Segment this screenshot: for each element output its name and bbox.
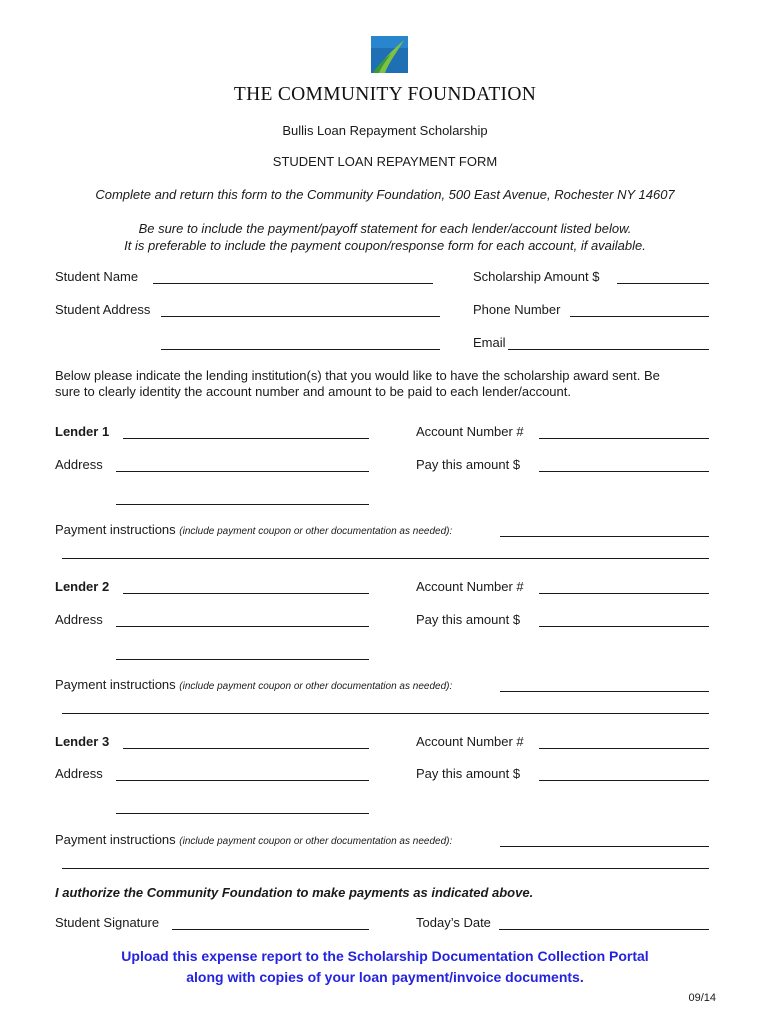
scholarship-title: Bullis Loan Repayment Scholarship [282, 123, 488, 138]
student-name-label: Student Name [55, 269, 139, 284]
lender-1-instructions-label: Payment instructions [55, 522, 176, 537]
lender-2-instructions-note: (include payment coupon or other documentation as needed): [179, 681, 453, 692]
include-note-1: Be sure to include the payment/payoff statement for each lender/account listed below. [138, 221, 632, 236]
signature-label: Student Signature [55, 915, 160, 930]
lender-2-address-line-2[interactable] [116, 659, 369, 660]
phone-number-field[interactable] [570, 316, 709, 317]
form-revision-date: 09/14 [688, 992, 716, 1004]
lender-1-account-label: Account Number # [416, 424, 524, 439]
lender-3-instructions-field[interactable] [500, 846, 709, 847]
lender-3-instructions-line-2[interactable] [62, 868, 709, 869]
lender-2-label: Lender 2 [55, 579, 110, 594]
lender-1-instructions-field[interactable] [500, 536, 709, 537]
lender-1-address-line-2[interactable] [116, 504, 369, 505]
lender-intro-2: sure to clearly identity the account number and amount to be paid to each lender/account. [55, 384, 571, 399]
lender-2-account-field[interactable] [539, 593, 709, 594]
signature-field[interactable] [172, 929, 369, 930]
lender-1-instructions-note: (include payment coupon or other documentation as needed): [179, 526, 453, 537]
date-field[interactable] [499, 929, 709, 930]
date-label: Today’s Date [416, 915, 491, 930]
lender-3-instructions [55, 832, 452, 847]
lender-intro-1: Below please indicate the lending institution(s) that you would like to have the scholarship award sent. Be [55, 368, 660, 383]
lender-3-instructions-note: (include payment coupon or other documentation as needed): [179, 836, 453, 847]
email-label: Email [473, 335, 506, 350]
scholarship-amount-label: Scholarship Amount $ [473, 269, 600, 284]
return-instructions: Complete and return this form to the Community Foundation, 500 East Avenue, Rochester NY 14607 [95, 187, 675, 202]
upload-notice-line-2: along with copies of your loan payment/invoice documents. [186, 969, 584, 985]
lender-2-name-field[interactable] [123, 593, 369, 594]
lender-2-pay-field[interactable] [539, 626, 709, 627]
email-field[interactable] [508, 349, 709, 350]
lender-3-address-label: Address [55, 766, 103, 781]
lender-3-address-line-2[interactable] [116, 813, 369, 814]
student-address-label: Student Address [55, 302, 151, 317]
lender-3-instructions-label: Payment instructions [55, 832, 176, 847]
lender-3-label: Lender 3 [55, 734, 110, 749]
lender-3-name-field[interactable] [123, 748, 369, 749]
lender-1-pay-label: Pay this amount $ [416, 457, 521, 472]
lender-3-pay-label: Pay this amount $ [416, 766, 521, 781]
lender-2-instructions-field[interactable] [500, 691, 709, 692]
lender-1-pay-field[interactable] [539, 471, 709, 472]
authorization-statement: I authorize the Community Foundation to make payments as indicated above. [55, 885, 534, 900]
upload-notice-line-1: Upload this expense report to the Scholarship Documentation Collection Portal [121, 948, 649, 964]
form-title: STUDENT LOAN REPAYMENT FORM [272, 154, 498, 169]
scholarship-amount-field[interactable] [617, 283, 709, 284]
lender-2-instructions-line-2[interactable] [62, 713, 709, 714]
lender-1-name-field[interactable] [123, 438, 369, 439]
lender-2-instructions [55, 677, 452, 692]
lender-3-account-field[interactable] [539, 748, 709, 749]
foundation-logo [371, 36, 408, 73]
lender-2-account-label: Account Number # [416, 579, 524, 594]
lender-1-instructions [55, 522, 452, 537]
lender-3-address-field[interactable] [116, 780, 369, 781]
student-name-field[interactable] [153, 283, 433, 284]
student-address-field[interactable] [161, 316, 440, 317]
phone-number-label: Phone Number [473, 302, 561, 317]
org-name: THE COMMUNITY FOUNDATION [233, 84, 537, 105]
lender-3-account-label: Account Number # [416, 734, 524, 749]
lender-3-pay-field[interactable] [539, 780, 709, 781]
lender-2-address-field[interactable] [116, 626, 369, 627]
lender-1-address-label: Address [55, 457, 103, 472]
lender-2-address-label: Address [55, 612, 103, 627]
include-note-2: It is preferable to include the payment coupon/response form for each account, if available. [124, 238, 646, 253]
student-address-line-2[interactable] [161, 349, 440, 350]
lender-1-instructions-line-2[interactable] [62, 558, 709, 559]
lender-2-instructions-label: Payment instructions [55, 677, 176, 692]
lender-1-account-field[interactable] [539, 438, 709, 439]
lender-1-address-field[interactable] [116, 471, 369, 472]
lender-1-label: Lender 1 [55, 424, 110, 439]
lender-2-pay-label: Pay this amount $ [416, 612, 521, 627]
